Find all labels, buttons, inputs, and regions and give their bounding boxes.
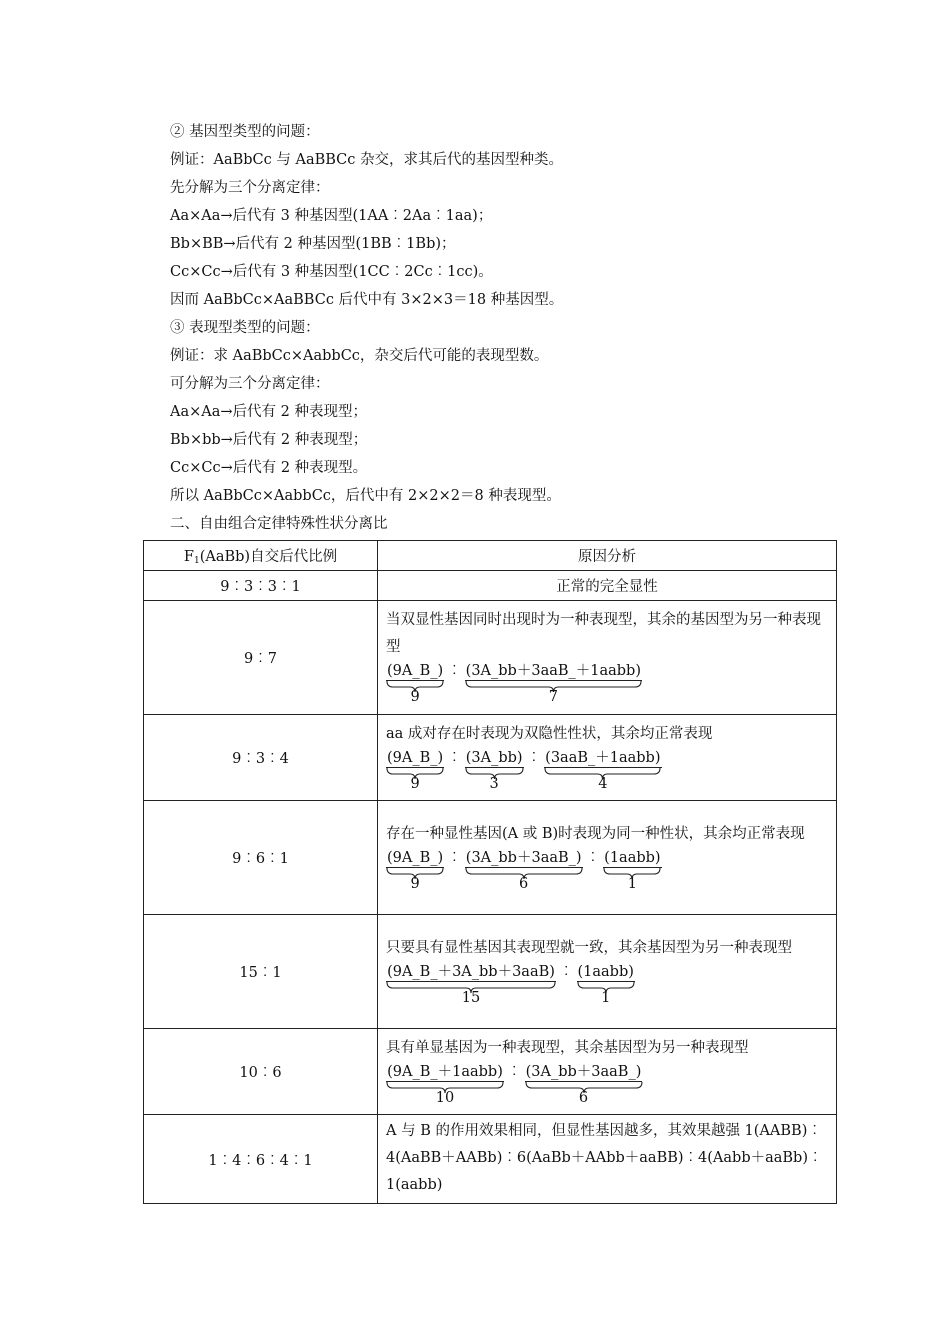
genotype-group	[386, 750, 444, 791]
ratio-cell: 9︰3︰4	[144, 715, 378, 801]
genotype-ratio-expression	[386, 750, 830, 794]
table-header-row	[144, 541, 837, 571]
analysis-text: 当双显性基因同时出现时为一种表现型，其余的基因型为另一种表现型	[386, 612, 821, 655]
genotype-expression: (3A_bb＋3aaB_)	[525, 1063, 642, 1080]
header-analysis: 原因分析	[378, 541, 837, 571]
genotype-expression: (9A_B_)	[387, 663, 444, 679]
ratio-separator: ︰	[507, 1063, 522, 1080]
analysis-cell	[378, 1115, 837, 1204]
ratio-cell: 15︰1	[144, 915, 378, 1029]
group-count: 4	[598, 775, 608, 792]
genotype-expression: (9A_B_＋1aabb)	[387, 1063, 503, 1080]
ratio-cell: 9︰7	[144, 601, 378, 715]
group-count: 1	[627, 875, 637, 892]
genotype-expression: (3A_bb＋3aaB_)	[465, 849, 582, 866]
table-row	[144, 571, 837, 601]
genotype-group	[386, 1064, 504, 1105]
analysis-text: aa 成对存在时表现为双隐性性状，其余均正常表现	[386, 725, 713, 742]
genotype-ratio-expression	[386, 850, 830, 894]
genotype-group	[386, 663, 444, 704]
intro-line: 先分解为三个分离定律：	[170, 180, 330, 196]
ratio-separator: ︰	[585, 849, 601, 866]
genotype-expression: (1aabb)	[604, 849, 661, 866]
table-row	[144, 601, 837, 715]
analysis-text: A 与 B 的作用效果相同，但显性基因越多，其效果越强 1(AABB)︰4(AaBB＋AABb)︰6(AaBb＋AAbb＋aaBB)︰4(Aabb＋aaBb)︰1(aabb)	[386, 1123, 823, 1193]
group-count: 9	[410, 689, 420, 705]
analysis-cell	[378, 1029, 837, 1115]
group-count: 3	[489, 775, 499, 792]
analysis-cell: 正常的完全显性	[378, 571, 837, 601]
intro-line: Cc×Cc→后代有 3 种基因型(1CC︰2Cc︰1cc)。	[170, 264, 493, 280]
genotype-group	[465, 663, 642, 704]
intro-line: 因而 AaBbCc×AaBBCc 后代中有 3×2×3＝18 种基因型。	[170, 292, 564, 308]
intro-line: 例证：求 AaBbCc×AabbCc，杂交后代可能的表现型数。	[170, 348, 549, 364]
header-ratio-label: (AaBb)自交后代比例	[199, 549, 338, 565]
group-count: 9	[410, 775, 420, 792]
analysis-cell	[378, 601, 837, 715]
ratio-cell: 9︰6︰1	[144, 801, 378, 915]
genotype-expression: (9A_B_)	[387, 749, 444, 766]
header-ratio	[144, 541, 378, 571]
analysis-cell	[378, 715, 837, 801]
table-row	[144, 1115, 837, 1204]
ratio-cell: 10︰6	[144, 1029, 378, 1115]
group-count: 7	[548, 689, 558, 705]
intro-line: Bb×bb→后代有 2 种表现型；	[170, 432, 368, 448]
ratio-separator: ︰	[526, 749, 542, 766]
group-count: 6	[578, 1089, 589, 1106]
intro-line: Cc×Cc→后代有 2 种表现型。	[170, 460, 368, 476]
table-row	[144, 801, 837, 915]
genotype-expression: (9A_B_)	[387, 849, 444, 866]
genotype-group	[386, 850, 444, 891]
genotype-ratio-expression	[386, 964, 830, 1008]
intro-line: 所以 AaBbCc×AabbCc，后代中有 2×2×2＝8 种表现型。	[170, 488, 561, 504]
genotype-group	[465, 850, 583, 891]
ratio-cell: 1︰4︰6︰4︰1	[144, 1115, 378, 1204]
genotype-group	[544, 750, 661, 791]
genotype-expression: (1aabb)	[577, 963, 634, 980]
analysis-text: 存在一种显性基因(A 或 B)时表现为同一种性状，其余均正常表现	[386, 825, 805, 842]
ratio-separator: ︰	[447, 749, 462, 766]
intro-line: 二、自由组合定律特殊性状分离比	[170, 516, 388, 532]
genotype-group	[577, 964, 635, 1005]
analysis-cell	[378, 915, 837, 1029]
group-count: 6	[519, 875, 529, 892]
table-row	[144, 915, 837, 1029]
header-f-letter: F	[183, 549, 194, 565]
group-count: 1	[601, 989, 611, 1006]
group-count: 15	[461, 989, 481, 1006]
ratio-separator: ︰	[447, 663, 462, 679]
intro-line: ② 基因型类型的问题：	[170, 124, 320, 140]
analysis-text: 只要具有显性基因其表现型就一致，其余基因型为另一种表现型	[386, 939, 792, 956]
genotype-group	[386, 964, 556, 1005]
genotype-ratio-expression	[386, 663, 830, 707]
ratio-cell: 9︰3︰3︰1	[144, 571, 378, 601]
analysis-cell	[378, 801, 837, 915]
group-count: 10	[435, 1089, 455, 1106]
genotype-expression: (3A_bb＋3aaB_＋1aabb)	[465, 663, 641, 679]
intro-line: Aa×Aa→后代有 2 种表现型；	[170, 404, 367, 420]
genotype-ratio-expression	[386, 1064, 830, 1108]
ratio-separator: ︰	[559, 963, 574, 980]
intro-line: 例证：AaBbCc 与 AaBBCc 杂交，求其后代的基因型种类。	[170, 152, 564, 168]
intro-line: ③ 表现型类型的问题：	[170, 320, 320, 336]
genotype-group	[465, 750, 524, 791]
genotype-group	[603, 850, 661, 891]
analysis-text: 具有单显基因为一种表现型，其余基因型为另一种表现型	[386, 1039, 749, 1056]
table-row	[144, 1029, 837, 1115]
ratio-separator: ︰	[447, 849, 462, 866]
genotype-expression: (3aaB_＋1aabb)	[545, 749, 661, 766]
genotype-expression: (3A_bb)	[465, 749, 523, 766]
segregation-ratio-table	[143, 540, 837, 1204]
group-count: 9	[410, 875, 420, 892]
table-row	[144, 715, 837, 801]
intro-line: Bb×BB→后代有 2 种基因型(1BB︰1Bb)；	[170, 236, 456, 252]
genotype-group	[525, 1064, 643, 1105]
intro-line: 可分解为三个分离定律：	[170, 376, 330, 392]
intro-line: Aa×Aa→后代有 3 种基因型(1AA︰2Aa︰1aa)；	[170, 208, 493, 224]
genotype-expression: (9A_B_＋3A_bb＋3aaB)	[387, 963, 555, 980]
header-f-subscript: 1	[193, 556, 200, 566]
